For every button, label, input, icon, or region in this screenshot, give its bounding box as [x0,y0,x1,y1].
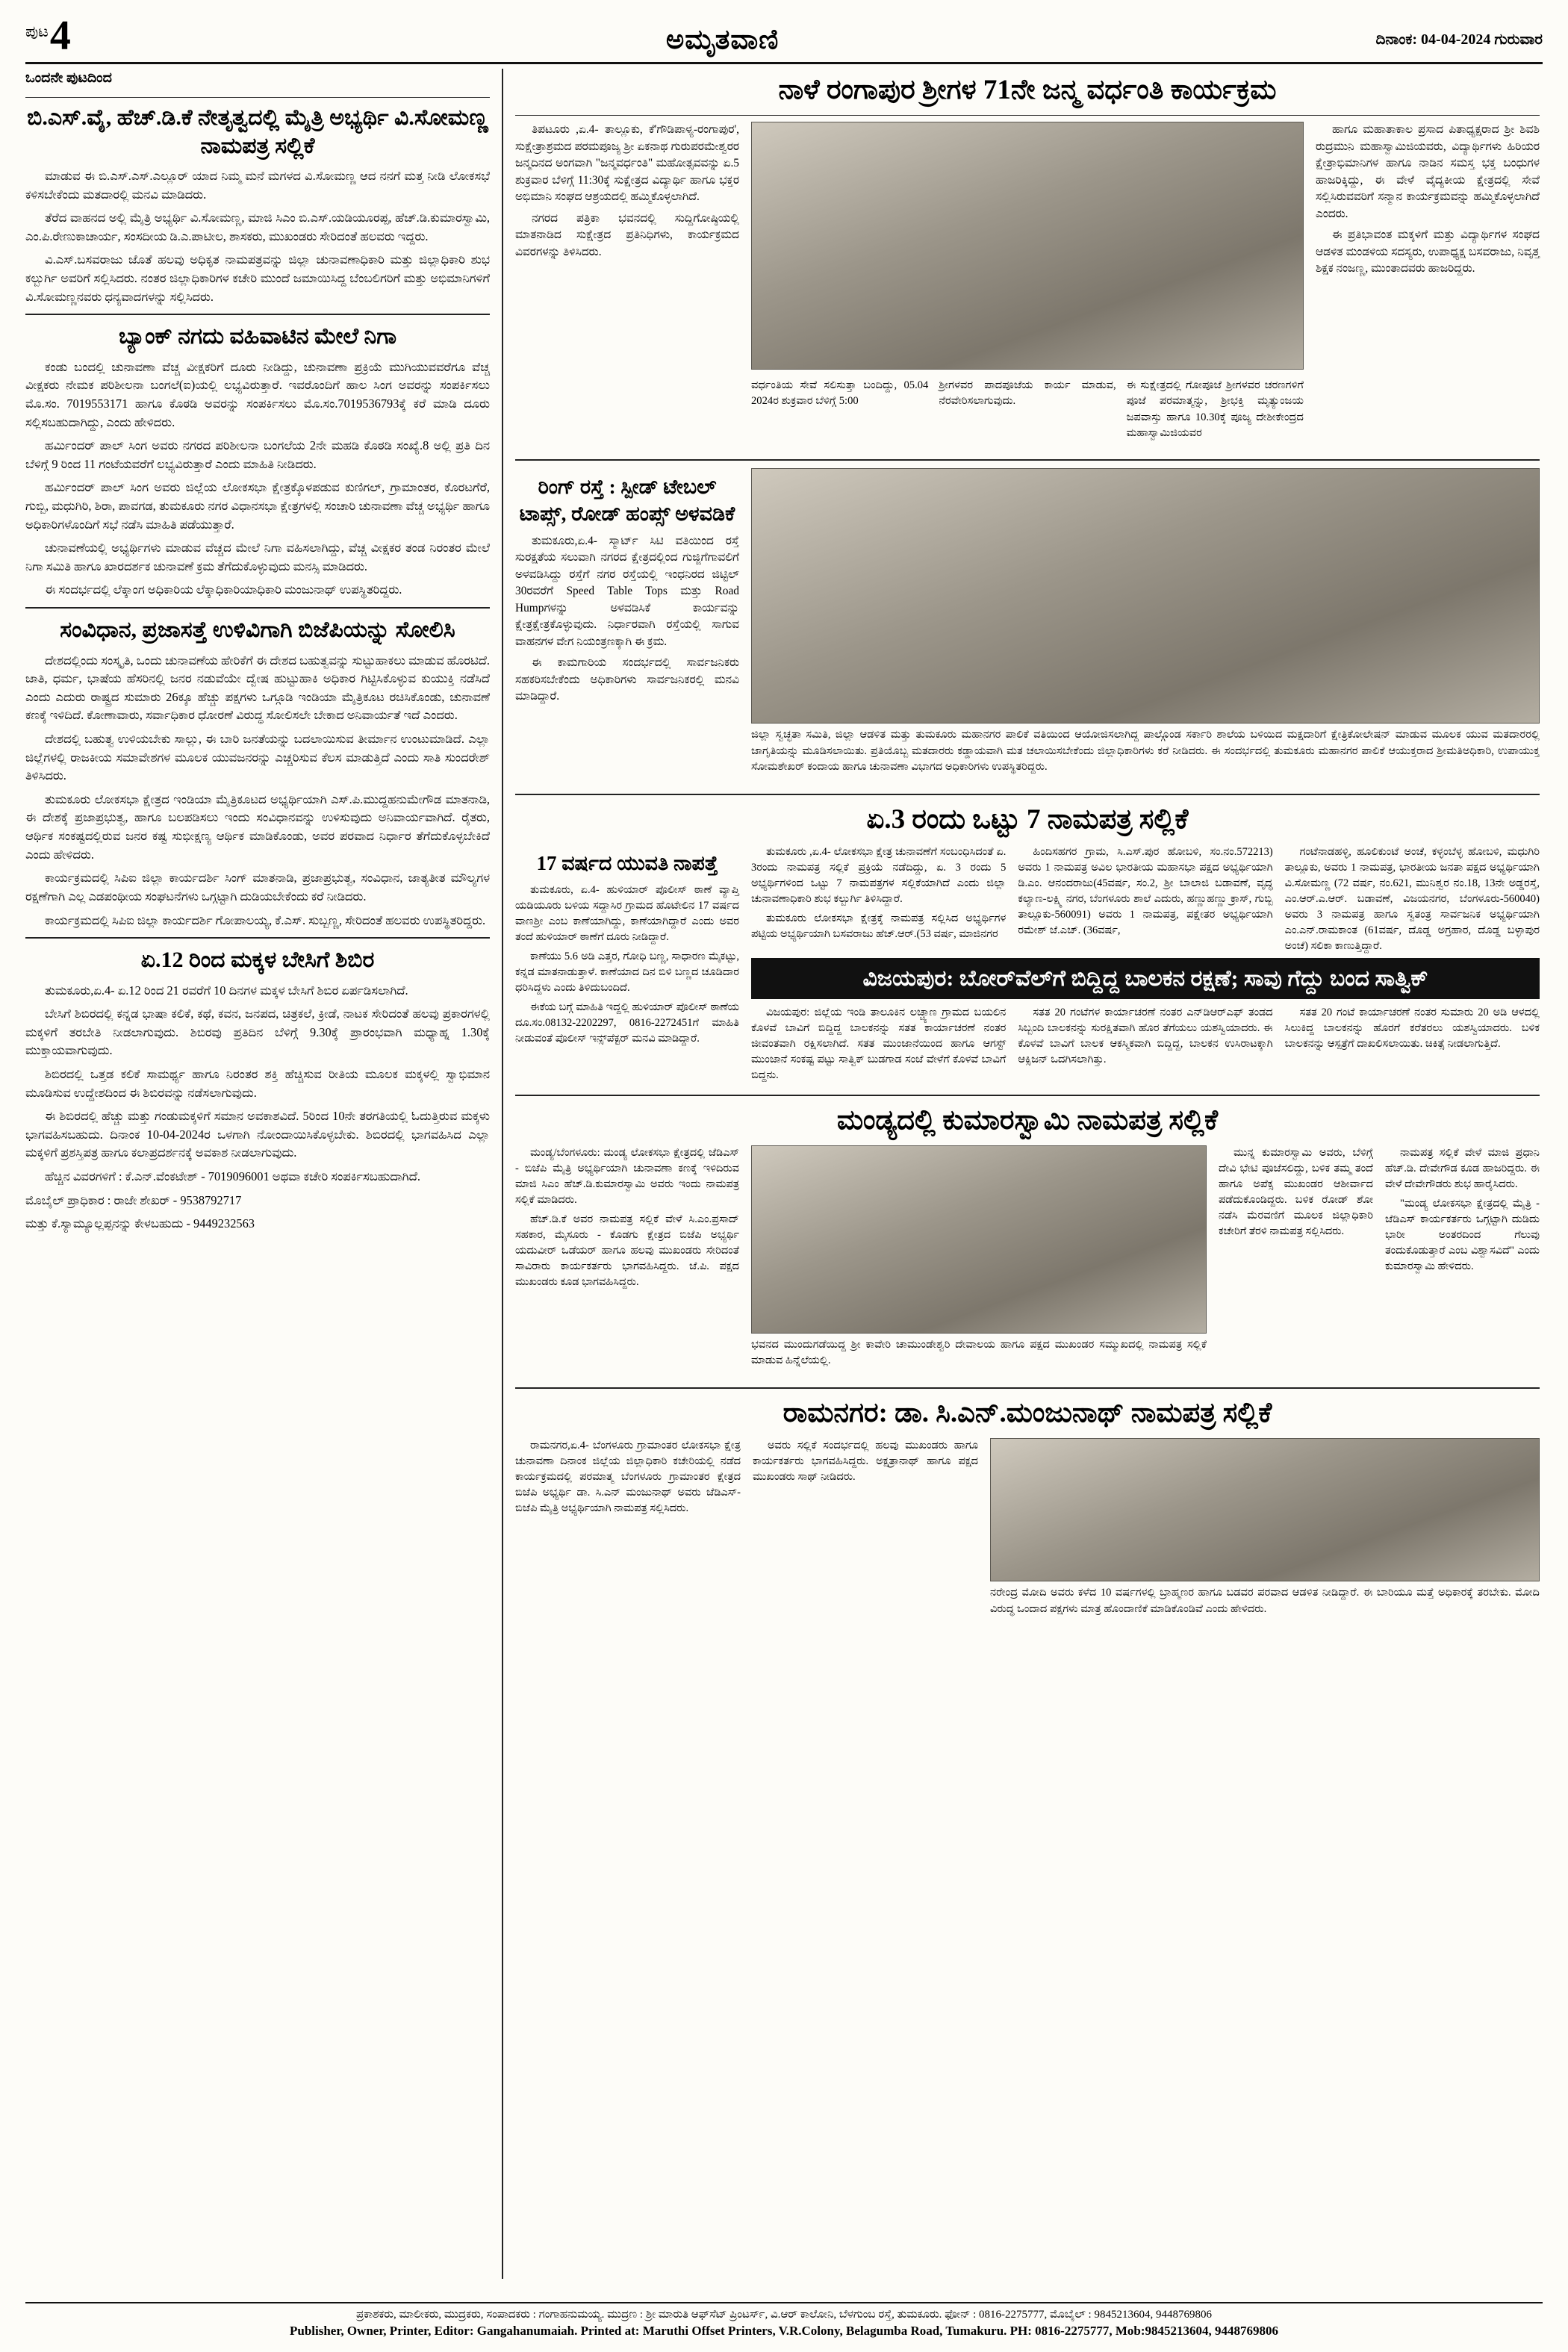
story-somanna [25,104,490,306]
story-headline: ಸಂವಿಧಾನ, ಪ್ರಜಾಸತ್ತೆ ಉಳಿವಿಗಾಗಿ ಬಿಜೆಪಿಯನ್ನು ಸೋಲಿಸಿ [60,617,455,643]
folio-label: ಪುಟ [25,22,49,41]
lead-story-block [515,122,1540,452]
story-paragraph: ಹಾಗೂ ಮಹಾತಾಕಾಲ ಪ್ರಸಾದ ಪಿತಾಧ್ಯಕ್ಷರಾದ ಶ್ರೀ ಶಿವಶಿ ರುದ್ರಮುನಿ ಮಹಾಸ್ವಾಮಿಜಿಯವರು, ವಿದ್ಯಾರ್ಥಿಗಳು ಹಿರಿಯರ ಕ್ಷೇತ್ರಾಭಿಮಾನಿಗಳ ಹಾಗೂ ನಾಡಿನ ಸಮಸ್ತ ಭಕ್ತ ಬಂಧುಗಳ ಹಾಜರಿಕ್ಕಿದ್ದು, ಈ ವೇಳೆ ವೈದ್ಯಕೀಯ ಕ್ಷೇತ್ರದಲ್ಲಿ ಸೇವೆ ಸಲ್ಲಿಸಿರುವವರಿಗೆ ಸನ್ಮಾನ ಕಾರ್ಯಕ್ರಮವನ್ನು ಹಮ್ಮಿಕೊಳ್ಳಲಾಗಿದೆ ಎಂದರು. [1316,123,1540,220]
photo-caption: ಭವನದ ಮುಂದುಗಡೆಯಿದ್ದ ಶ್ರೀ ಕಾವೇರಿ ಚಾಮುಂಡೇಶ್ವರಿ ದೇವಾಲಯ ಹಾಗೂ ಪಕ್ಷದ ಮುಖಂಡರ ಸಮ್ಮುಖದಲ್ಲಿ ನಾಮಪತ್ರ ಸಲ್ಲಿಕೆ ಮಾಡುವ ಹಿನ್ನೆಲೆಯಲ್ಲಿ. [751,1339,1207,1367]
divider [25,937,490,939]
story-bank-cash [25,323,490,600]
divider [515,459,1540,461]
story-paragraph: ನಗರದ ಪತ್ರಿಕಾ ಭವನದಲ್ಲಿ ಸುದ್ದಿಗೋಷ್ಠಿಯಲ್ಲಿ ಮಾತನಾಡಿದ ಸುಕ್ಷೇತ್ರದ ಪ್ರತಿನಿಧಿಗಳು, ಕಾರ್ಯಕ್ರಮದ ವಿವರಗಳನ್ನು ತಿಳಿಸಿದರು. [515,211,739,258]
story-headline: ಏ.12 ರಿಂದ ಮಕ್ಕಳ ಬೇಸಿಗೆ ಶಿಬಿರ [140,948,375,973]
page-number: 4 [49,13,69,59]
page-folio [25,13,69,59]
ramanagara-text [515,1438,978,1628]
story-paragraph: ಈಕೆಯ ಬಗ್ಗೆ ಮಾಹಿತಿ ಇದ್ದಲ್ಲಿ ಹುಳಿಯಾರ್ ಪೊಲೀಸ್ ಠಾಣೆಯ ದೂ.ಸಂ.08132-2202297, 0816-2272451ಗೆ ಮಾಹಿತಿ ನೀಡುವಂತೆ ಪೊಲೀಸ್ ಇನ್ಸ್‌ಪೆಕ್ಟರ್ ಮನವಿ ಮಾಡಿದ್ದಾರೆ. [515,1001,739,1045]
story-paragraph: ದೇಶದಲ್ಲಿ ಬಹುತ್ವ ಉಳಿಯಬೇಕು ಸಾಲ್ಲು, ಈ ಬಾರಿ ಜನತೆಯನ್ನು ಬದಲಾಯಿಸುವ ತೀರ್ಮಾನ ಉಂಟುಮಾಡಿದೆ. ಎಲ್ಲಾ ಜಿಲ್ಲೆಗಳಲ್ಲಿ ರಾಜಕೀಯ ಸಮಾವೇಶಗಳ ಮೂಲಕ ಯುವಜನರನ್ನು ಎಚ್ಚರಿಸುವ ಕೆಲಸ ಮಾಡುತ್ತಿದೆ ಎಂದು ಸಾತಿ ಸುಂದರೇಶ್ ತಿಳಿಸಿದರು. [25,732,490,783]
photo-caption: ವರ್ಧಂತಿಯ ಸೇವೆ ಸಲಿಸುತ್ತಾ ಬಂದಿದ್ದು, 05.04 2024ರ ಶುಕ್ರವಾರ ಬೆಳಿಗ್ಗೆ 5:00 [751,379,929,408]
photo-caption: ಈ ಸುಕ್ಷೇತ್ರದಲ್ಲಿ ಗೋಪೂಜೆ ಶ್ರೀಗಳವರ ಚರಣಗಳಿಗೆ ಪೂಜೆ ಪರಮಾತ್ಮನ್ನು, ಶ್ರೀಭಕ್ತಿ ಮೃತ್ಯುಂಜಯ ಜಪವಾಸ್ತು ಹಾಗೂ 10.30ಕ್ಕೆ ಪೂಜ್ಯ ದೇಶೀಕೇಂದ್ರದ ಮಹಾಸ್ವಾಮಿಜಿಯವರ [1126,379,1304,439]
story-paragraph: ಈ ಪ್ರತಿಭಾವಂತ ಮಕ್ಕಳಿಗೆ ಮತ್ತು ವಿದ್ಯಾರ್ಥಿಗಳ ಸಂಘದ ಆಡಳಿತ ಮಂಡಳಿಯ ಸದಸ್ಯರು, ಉಪಾಧ್ಯಕ್ಷ ಬಸವರಾಜು, ನಿವೃತ್ತ ಶಿಕ್ಷಕ ನಂಜಣ್ಣ, ಮುಂತಾದವರು ಹಾಜರಿದ್ದರು. [1316,228,1540,276]
photo-caption: ಜಿಲ್ಲಾ ಸ್ವಚ್ಛತಾ ಸಮಿತಿ, ಜಿಲ್ಲಾ ಆಡಳಿತ ಮತ್ತು ತುಮಕೂರು ಮಹಾನಗರ ಪಾಲಿಕೆ ವತಿಯಿಂದ ಆಯೋಜಿಸಲಾಗಿದ್ದ ಪಾಲ್ಗೊಂಡ ಸರ್ಕಾರಿ ಶಾಲೆಯ ಬಳಿಯಿದ ಮಕ್ಷದಾರಿಗೆ ಕ್ಷೇತ್ರಿಕೋಲೇಷನ್ ಮಾಡುವ ಮೂಲಕ ಯುವ ಮತದಾರರಲ್ಲಿ ಜಾಗೃತಿಯನ್ನು ಮೂಡಿಸಲಾಯಿತು. ಪ್ರತಿಯೊಬ್ಬ ಮತದಾರರು ಕಡ್ಡಾಯವಾಗಿ ಮತ ಚಲಾಯಿಸಬೇಕೆಂದು ಜಿಲ್ಲಾಧಿಕಾರಿಗಳು ಕರೆ ನೀಡಿದರು. ಈ ಸಂದರ್ಭದಲ್ಲಿ ತುಮಕೂರು ಮಹಾನಗರ ಪಾಲಿಕೆ ಆಯುಕ್ತರಾದ ಶ್ರೀಮತಿಅಧಿಕಾರಿ, ಉಪಾಯುಕ್ತ ಸೋಮಶೇಖರ್ ಕಂದಾಯ ಹಾಗೂ ಚುನಾವಣಾ ವಿಭಾಗದ ಅಧಿಕಾರಿಗಳು ಉಪಸ್ಥಿತರಿದ್ದರು. [751,729,1540,773]
mandya-right-text [1219,1145,1540,1380]
story-paragraph: ಸತತ 20 ಗಂಟೆಗಳ ಕಾರ್ಯಾಚರಣೆ ನಂತರ ಎನ್‌ಡಿಆರ್‌ಎಫ್ ತಂಡದ ಸಿಬ್ಬಂದಿ ಬಾಲಕನನ್ನು ಸುರಕ್ಷಿತವಾಗಿ ಹೊರ ತೆಗೆಯಲು ಯಶಸ್ವಿಯಾದರು. ಈ ಕೊಳವೆ ಬಾವಿಗೆ ಬಾಲಕ ಆಕಸ್ಮಿಕವಾಗಿ ಬಿದ್ದಿದ್ದ, ಬಾಲಕನ ಉಸಿರಾಟಕ್ಕಾಗಿ ಆಕ್ಸಿಜನ್ ಒದಗಿಸಲಾಗಿತ್ತು. [1018,1006,1273,1065]
story-paragraph: ಬೇಸಿಗೆ ಶಿಬಿರದಲ್ಲಿ ಕನ್ನಡ ಭಾಷಾ ಕಲಿಕೆ, ಕಥೆ, ಕವನ, ಜನಪದ, ಚಿತ್ರಕಲೆ, ಕ್ರೀಡೆ, ನಾಟಕ ಸೇರಿದಂತೆ ಹಲವು ಪ್ರಕಾರಗಳಲ್ಲಿ ಮಕ್ಕಳಿಗೆ ತರಬೇತಿ ನೀಡಲಾಗುವುದು. ಶಿಬಿರವು ಪ್ರತಿದಿನ ಬೆಳಿಗ್ಗೆ 9.30ಕ್ಕೆ ಪ್ರಾರಂಭವಾಗಿ ಮಧ್ಯಾಹ್ನ 1.30ಕ್ಕೆ ಮುಕ್ತಾಯವಾಗುವುದು. [25,1007,490,1058]
story-paragraph: ಕಾರ್ಯಕ್ರಮದಲ್ಲಿ ಸಿಪಿಐ ಜಿಲ್ಲಾ ಕಾರ್ಯದರ್ಶಿ ಗೋಪಾಲಯ್ಯ, ಕೆ.ಎಸ್. ಸುಬ್ಬಣ್ಣ, ಸೇರಿದಂತೆ ಹಲವರು ಉಪಸ್ಥಿತರಿದ್ದರು. [45,912,486,927]
imprint-english: Publisher, Owner, Printer, Editor: Gangahanumaiah. Printed at: Maruthi Offset Printers, V.R.Colony, Belagumba Road, Tumakuru. PH: 0816-2275777, Mob:9845213604, 9448769806 [289,2324,1279,2338]
story-headline: ಬಿ.ಎಸ್.ವೈ, ಹೆಚ್.ಡಿ.ಕೆ ನೇತೃತ್ವದಲ್ಲಿ ಮೈತ್ರಿ ಅಭ್ಯರ್ಥಿ ವಿ.ಸೋಮಣ್ಣ ನಾಮಪತ್ರ ಸಲ್ಲಿಕೆ [27,105,488,158]
youth-missing-story [515,844,739,1087]
story-paragraph: ಹಿಂದಿಸಹಗರ ಗ್ರಾಮ, ಸಿ.ಎಸ್.ಪುರ ಹೋಬಳಿ, ಸಂ.ನಂ.572213) ಅವರು 1 ನಾಮಪತ್ರ ಅವಿಲ ಭಾರತೀಯ ಮಹಾಸಭಾ ಪಕ್ಷದ ಅಭ್ಯರ್ಥಿಯಾಗಿ ಡಿ.ಎಂ. ಆನಂದರಾಜು(45ವರ್ಷ, ಸಂ.2, ಶ್ರೀ ಬಾಲಾಜಿ ಬಡಾವಣೆ, ವೃದ್ಧ ಕಲ್ಯಾಣ-ಲಕ್ಷ್ಮಿ ನಗರ, ಬೆಂಗಳೂರು ಶಾಲೆ ಎದುರು, ಹಣ್ಣುಹಣ್ಣು ಕ್ರಾಸ್, ಗುಬ್ಬಿ ತಾಲ್ಲೂಕು-560091) ಅವರು 1 ನಾಮಪತ್ರ, ಪಕ್ಷೇತರ ಅಭ್ಯರ್ಥಿಯಾಗಿ ರಮೇಶ್ ಜೆ.ಎಚ್. (36ವರ್ಷ, [1018,845,1273,936]
mandya-photo-block [751,1145,1207,1380]
story-headline: ರಿಂಗ್ ರಸ್ತೆ : ಸ್ಪೀಡ್ ಟೇಬಲ್ ಟಾಪ್ಸ್, ರೋಡ್ ಹಂಪ್ಸ್ ಅಳವಡಿಕೆ [519,476,735,525]
story-paragraph: ಹೆಚ್ಚಿನ ವಿವರಗಳಿಗೆ : ಕೆ.ಎನ್.ವೆಂಕಟೇಶ್ - 7019096001 ಅಥವಾ ಕಚೇರಿ ಸಂಪರ್ಕಿಸಬಹುದಾಗಿದೆ. [45,1169,420,1184]
awareness-photo [751,468,1540,724]
story-paragraph: ಈ ಸಂದರ್ಭದಲ್ಲಿ ಲೆಕ್ಕಾಂಗ ಅಧಿಕಾರಿಯ ಲೆಕ್ಕಾಧಿಕಾರಿಯಾಧಿಕಾರಿ ಮಂಜುನಾಥ್ ಉಪಸ್ಥಿತರಿದ್ದರು. [45,582,402,597]
divider [515,794,1540,795]
column-one [25,69,503,2279]
story-paragraph: ತಿಪಟೂರು ,ಏ.4- ತಾಲ್ಲೂಕು, ಕೆ'ಗೌಡಿಪಾಳ್ಯ-ರಂಗಾಪುರ', ಸುಕ್ಷೇತ್ರಾಶ್ರಮದ ಪರಮಪೂಜ್ಯ ಶ್ರೀ ಏಕನಾಥ ಗುರುಪರಮೇಶ್ವರರ ಜನ್ಮದಿನದ ಅಂಗವಾಗಿ "ಜನ್ಮವರ್ಧಂತಿ" ಮಹೋತ್ಸವವನ್ನು ಏ.5 ಶುಕ್ರವಾರ ಬೆಳಿಗ್ಗೆ 11:30ಕ್ಕೆ ಸುಕ್ಷೇತ್ರದ ವಿದ್ಯಾರ್ಥಿ ಹಾಗೂ ಭಕ್ತರ ಅಭಿಮಾನಿ ಸಂಘದ ಆಶ್ರಯದಲ್ಲಿ ಹಮ್ಮಿಕೊಳ್ಳಲಾಗಿದೆ. [515,123,739,204]
divider [25,314,490,315]
story-paragraph: ದೇಶದಲ್ಲಿಂದು ಸಂಸ್ಕೃತಿ, ಒಂದು ಚುನಾವಣೆಯ ಹೇರಿಕೆಗೆ ಈ ದೇಶದ ಬಹುತ್ವವನ್ನು ಸುಟ್ಟುಹಾಕಲು ಮಾಡುವ ಹೊರಟಿದೆ. ಜಾತಿ, ಧರ್ಮ, ಭಾಷೆಯ ಹೆಸರಿನಲ್ಲಿ ಜನರ ನಡುವೆಯೇ ದ್ವೇಷ ಹುಟ್ಟುಹಾಕಿ ಅಧಿಕಾರ ಗಿಟ್ಟಿಸಿಕೊಳ್ಳುವ ಕುಯುಕ್ತಿ ನಡೆಸಿದೆ ಎಂದು ಎದುರು ರಾಷ್ಟ್ರದ ಸುಮಾರು 26ಕ್ಕೂ ಹೆಚ್ಚು ಪಕ್ಷಗಳು ಒಗ್ಗೂಡಿ ಇಂಡಿಯಾ ಮೈತ್ರಿಕೂಟ ರಚಿಸಿಕೊಂಡು, ಚುನಾವಣೆ ಕಣಕ್ಕೆ ಇಳಿದಿದೆ. ಕೋಣಾವಾರು, ಸರ್ವಾಧಿಕಾರ ಧೋರಣೆ ವಿರುದ್ಧ ಸೋಲಿಸಲೇ ಬೇಕಾದ ಅನಿವಾರ್ಯತೆ ಇದೆ ಎಂದರು. [25,653,490,723]
contact-line: ಮತ್ತು ಕೆ.ಸ್ಯಾಮ್ಯೂಲ್ಲಪ್ಪನನ್ನು ಕೇಳಬಹುದು - 9449232563 [25,1216,255,1231]
divider [25,97,490,98]
story-paragraph: ವಿಜಯಪುರ: ಜಿಲ್ಲೆಯ ಇಂಡಿ ತಾಲೂಕಿನ ಲಚ್ಚ್ಯಾಣ ಗ್ರಾಮದ ಬಯಲಿನ ಕೊಳವೆ ಬಾವಿಗೆ ಬಿದ್ದಿದ್ದ ಬಾಲಕನನ್ನು ಸತತ ಕಾರ್ಯಾಚರಣೆ ನಂತರ ಜೀವಂತವಾಗಿ ರಕ್ಷಿಸಲಾಗಿದೆ. ಸತತ ಮುಂಜಾನೆಯಿಂದ ಹಾಗೂ ಆಗಸ್ಟ್ ಮುಂಜಾನೆ ಸಂಕಷ್ಟ ಪಟ್ಟು ಸಾತ್ವಿಕ್ ಬುಡಗಾಡ ಸಂಜೆ ವೇಳೆಗೆ ಕೊಳವೆ ಬಾವಿಗೆ ಬಿದ್ದನು. [751,1006,1007,1081]
continued-kicker: ಒಂದನೇ ಪುಟದಿಂದ [25,70,112,86]
story-paragraph: ಕಂಡು ಬಂದಲ್ಲಿ ಚುನಾವಣಾ ವೆಚ್ಚ ವೀಕ್ಷಕರಿಗೆ ದೂರು ನೀಡಿದ್ದು, ಚುನಾವಣಾ ಪ್ರಕ್ರಿಯೆ ಮುಗಿಯುವವರೆಗೂ ವೆಚ್ಚ ವೀಕ್ಷಕರು ನೇಮಕ ಪರಿಶೀಲನಾ ಬಂಗಲೆ(ಐ)ಯಲ್ಲಿ ಲಭ್ಯವಿರುತ್ತಾರೆ. ಇವರೊಂದಿಗೆ ಹಾಲ ಸಿಂಗ ಅವರನ್ನು ಸಂಪರ್ಕಿಸಲು ಮೊ.ಸಂ. 7019553171 ಹಾಗೂ ಕೊಠಡಿ ಅವರನ್ನು ಸಂಪರ್ಕಿಸಲು ಮೊ.ಸಂ.7019536793ಕ್ಕೆ ಕರೆ ಮಾಡಿ ದೂರು ಸಲ್ಲಿಸಬಹುದಾಗಿದ್ದು, ಎಂದು ಹೇಳಿದರು. [25,359,490,429]
story-paragraph: ಈ ಶಿಬಿರದಲ್ಲಿ ಹೆಚ್ಚು ಮತ್ತು ಗಂಡುಮಕ್ಕಳಿಗೆ ಸಮಾನ ಅವಕಾಶವಿದೆ. 5ರಿಂದ 10ನೇ ತರಗತಿಯಲ್ಲಿ ಓದುತ್ತಿರುವ ಮಕ್ಕಳು ಭಾಗವಹಿಸಬಹುದು. ದಿನಾಂಕ 10-04-2024ರ ಒಳಗಾಗಿ ನೋಂದಾಯಿಸಿಕೊಳ್ಳಬೇಕು. ಶಿಬಿರದಲ್ಲಿ ಭಾಗವಹಿಸಿದ ಎಲ್ಲಾ ಮಕ್ಕಳಿಗೆ ಪ್ರಶಸ್ತಿಪತ್ರ ಹಾಗೂ ಕಲಾಪ್ರದರ್ಶನಕ್ಕೆ ಅವಕಾಶ ನೀಡಲಾಗುವುದು. [25,1109,490,1160]
story-paragraph: ತೆರೆದ ವಾಹನದ ಅಲ್ಲಿ ಮೈತ್ರಿ ಅಭ್ಯರ್ಥಿ ವಿ.ಸೋಮಣ್ಣ, ಮಾಜಿ ಸಿಎಂ ಬಿ.ಎಸ್.ಯಡಿಯೂರಪ್ಪ, ಹೆಚ್.ಡಿ.ಕುಮಾರಸ್ವಾಮಿ, ಎಂ.ಪಿ.ರೇಣುಕಾಚಾರ್ಯ, ಸಂಸದೀಯ ಡಿ.ಎ.ಪಾಟೀಲ, ಶಾಸಕರು, ಮುಖಂಡರು ಸೇರಿದಂತೆ ಹಲವರು ಇದ್ದರು. [25,211,490,243]
story-paragraph: ಮಾಡುವ ಈ ಬಿ.ಎಸ್.ಎಸ್.ಎಲ್ಲೂರ್ ಯಾದ ನಿಮ್ಮ ಮನೆ ಮಗಳದ ವಿ.ಸೋಮಣ್ಣ ಆದ ನನಗೆ ಮತ್ತ ನೀಡಿ ಲೋಕಸಭೆ ಕಳಿಸಬೇಕೆಂದು ಮತದಾರಲ್ಲಿ ಮನವಿ ಮಾಡಿದರು. [25,169,490,202]
story-paragraph: ಹೆಚ್.ಡಿ.ಕೆ ಅವರ ನಾಮಪತ್ರ ಸಲ್ಲಿಕೆ ವೇಳೆ ಸಿ.ಎಂ.ಪ್ರಸಾದ್ ಸಹಕಾರ, ಮೈಸೂರು - ಕೊಡಗು ಕ್ಷೇತ್ರದ ಬಿಜೆಪಿ ಅಭ್ಯರ್ಥಿ ಯದುವೀರ್ ಒಡೆಯರ್ ಹಾಗೂ ಹಲವು ಮುಖಂಡರು ಸೇರಿದಂತೆ ಸಾವಿರಾರು ಕಾರ್ಯಕರ್ತರು ಭಾಗವಹಿಸಿದ್ದರು. ಜೆ.ಪಿ. ಪಕ್ಷದ ಮುಖಂಡರು ಕೂಡ ಭಾಗವಹಿಸಿದ್ದರು. [515,1213,739,1289]
story-paragraph: ತುಮಕೂರು,ಏ.4- ಏ.12 ರಿಂದ 21 ರವರೆಗೆ 10 ದಿನಗಳ ಮಕ್ಕಳ ಬೇಸಿಗೆ ಶಿಬಿರ ಏರ್ಪಡಿಸಲಾಗಿದೆ. [45,983,408,998]
divider [25,607,490,609]
story-paragraph: ರಾಮನಗರ,ಏ.4- ಬೆಂಗಳೂರು ಗ್ರಾಮಾಂತರ ಲೋಕಸಭಾ ಕ್ಷೇತ್ರ ಚುನಾವಣಾ ದಿನಾಂಕ ಜಿಲ್ಲೆಯ ಜಿಲ್ಲಾಧಿಕಾರಿ ಕಚೇರಿಯಲ್ಲಿ ನಡೆದ ಕಾರ್ಯಕ್ರಮದಲ್ಲಿ ಪರಮಾತ್ಮ ಬೆಂಗಳೂರು ಗ್ರಾಮಾಂತರ ಕ್ಷೇತ್ರದ ಬಿಜೆಪಿ ಅಭ್ಯರ್ಥಿ ಡಾ. ಸಿ.ಎನ್ ಮಂಜುನಾಥ್ ಅವರು ಜೆಡಿಎಸ್-ಬಿಜೆಪಿ ಮೈತ್ರಿ ಅಭ್ಯರ್ಥಿಯಾಗಿ ನಾಮಪತ್ರ ಸಲ್ಲಿಸಿದರು. [515,1440,741,1515]
story-paragraph: ತುಮಕೂರು ಲೋಕಸಭಾ ಕ್ಷೇತ್ರದ ಇಂಡಿಯಾ ಮೈತ್ರಿಕೂಟದ ಅಭ್ಯರ್ಥಿಯಾಗಿ ಎಸ್.ಪಿ.ಮುದ್ದಹನುಮೇಗೌಡ ಮಾತನಾಡಿ, ಈ ದೇಶಕ್ಕೆ ಪ್ರಜಾಪ್ರಭುತ್ವ, ಹಾಗೂ ಬಲಪಡಿಸಲು ಇಂದು ಸಂವಿಧಾನವನ್ನು ಉಳಿಸುವುದು ಅನಿವಾರ್ಯವಾಗಿದೆ. ರೈತರು, ಆರ್ಥಿಕ ಸಂಕಷ್ಟದಲ್ಲಿರುವ ಜನರ ಕಷ್ಟ ಸುಭೀಕ್ಷಣ್ಯ ಆರ್ಥಿಕ ಮಾಡಿಕೊಂಡು, ಅವರ ಪರವಾದ ನಿರ್ಧಾರ ತೆಗೆದುಕೊಳ್ಳಬೇಕಿದೆ ಎಂದು ಹೇಳಿದರು. [25,791,490,862]
story-paragraph: ತುಮಕೂರು,ಏ.4- ಸ್ಮಾರ್ಟ್ ಸಿಟಿ ವತಿಯಿಂದ ರಸ್ತೆ ಸುರಕ್ಷತೆಯ ಸಲುವಾಗಿ ನಗರದ ಕ್ಷೇತ್ರದಲ್ಲಿಂದ ಗುಜ್ಜಿಗೆಗಾವಲಿಗೆ ಅಳವಡಿಸಿದ್ದು ರಸ್ತೆಗೆ ನಗರ ರಸ್ತೆಯಲ್ಲಿ ಇಂಧನಿರದ ಜಿಟ್ಟಿಲ್ 30ರವರೆಗೆ Speed Table Tops ಮತ್ತು Road Humpಗಳನ್ನು ಅಳವಡಿಸಿಕೆ ಕಾರ್ಯವನ್ನು ಕ್ಷೇತ್ರಕ್ಷೇತ್ರಕೊಳ್ಳುವುದು. ನಿರ್ಧಾರವಾಗಿ ರಸ್ತೆಯಲ್ಲಿ ಸಾಗುವ ವಾಹನಗಳ ವೇಗ ನಿಯಂತ್ರಣಕ್ಕಾಗಿ ಈ ಕ್ರಮ. [515,534,739,648]
ramanagara-photo-block [990,1438,1540,1628]
story-paragraph: ಹರ್ಮಿಂದರ್ ಪಾಲ್ ಸಿಂಗ ಅವರು ನಗರದ ಪರಿಶೀಲನಾ ಬಂಗಲೆಯ 2ನೇ ಮಹಡಿ ಕೊಠಡಿ ಸಂಖ್ಯೆ.8 ಅಲ್ಲಿ ಪ್ರತಿ ದಿನ ಬೆಳಿಗ್ಗೆ 9 ರಿಂದ 11 ಗಂಟೆಯವರೆಗೆ ಲಭ್ಯವಿರುತ್ತಾರೆ ಎಂದು ಮಾಹಿತಿ ನೀಡಿದರು. [25,438,490,471]
story-paragraph: ಶಿಬಿರದಲ್ಲಿ ಒತ್ತಡ ಕಲಿಕೆ ಸಾಮರ್ಥ್ಯ ಹಾಗೂ ನಿರಂತರ ಶಕ್ತಿ ಹೆಚ್ಚಿಸುವ ರೀತಿಯ ಮೂಲಕ ಮಕ್ಕಳಲ್ಲಿ ಸ್ವಾಭಿಮಾನ ಮೂಡಿಸುವ ಉದ್ದೇಶದಿಂದ ಈ ಶಿಬಿರವನ್ನು ನಡೆಸಲಾಗುವುದು. [25,1067,490,1100]
ramanagara-block [515,1438,1540,1628]
lead-photo-block [751,122,1304,452]
mandya-headline: ಮಂಡ್ಯದಲ್ಲಿ ಕುಮಾರಸ್ವಾಮಿ ನಾಮಪತ್ರ ಸಲ್ಲಿಕೆ [836,1104,1219,1136]
lead-right-text [1316,122,1540,452]
page-body [25,69,1543,2279]
story-paragraph: ಕಾಣೆಯು 5.6 ಅಡಿ ಎತ್ತರ, ಗೋಧಿ ಬಣ್ಣ, ಸಾಧಾರಣ ಮೈಕಟ್ಟು, ಕನ್ನಡ ಮಾತನಾಡುತ್ತಾಳೆ. ಕಾಣೆಯಾದ ದಿನ ಬಿಳಿ ಬಣ್ಣದ ಚೂಡಿದಾರ ಧರಿಸಿದ್ದಳು ಎಂದು ತಿಳಿದುಬಂದಿದೆ. [515,950,739,994]
photo-caption: ನರೇಂದ್ರ ಮೋದಿ ಅವರು ಕಳೆದ 10 ವರ್ಷಗಳಲ್ಲಿ ಬ್ರಾಹ್ಮಣರ ಹಾಗೂ ಬಡವರ ಪರವಾದ ಆಡಳಿತ ನೀಡಿದ್ದಾರೆ. ಈ ಬಾರಿಯೂ ಮತ್ತೆ ಅಧಿಕಾರಕ್ಕೆ ತರಬೇಕು. ಮೋದಿ ವಿರುದ್ಧ ಒಂದಾದ ಪಕ್ಷಗಳು ಮಾತ್ರ ಹೊಂದಾಣಿಕೆ ಮಾಡಿಕೊಂಡಿವೆ ಎಂದು ಹೇಳಿದರು. [990,1587,1540,1615]
mandya-left-text [515,1145,739,1380]
divider [515,1095,1540,1096]
story-paragraph: ಮಂಡ್ಯ/ಬೆಂಗಳೂರು: ಮಂಡ್ಯ ಲೋಕಸಭಾ ಕ್ಷೇತ್ರದಲ್ಲಿ ಜೆಡಿಎಸ್ - ಬಿಜೆಪಿ ಮೈತ್ರಿ ಅಭ್ಯರ್ಥಿಯಾಗಿ ಚುನಾವಣಾ ಕಣಕ್ಕೆ ಇಳಿದಿರುವ ಮಾಜಿ ಸಿಎಂ ಹೆಚ್.ಡಿ.ಕುಮಾರಸ್ವಾಮಿ ಅವರು ಇಂದು ನಾಮಪತ್ರ ಸಲ್ಲಿಕೆ ಮಾಡಿದರು. [515,1147,739,1207]
story-paragraph: ಸತತ 20 ಗಂಟೆ ಕಾರ್ಯಾಚರಣೆ ನಂತರ ಸುಮಾರು 20 ಅಡಿ ಆಳದಲ್ಲಿ ಸಿಲುಕಿದ್ದ ಬಾಲಕನನ್ನು ಹೊರಗೆ ಕರೆತರಲು ಯಶಸ್ವಿಯಾದರು. ಬಳಿಕ ಬಾಲಕನನ್ನು ಆಸ್ಪತ್ರೆಗೆ ದಾಖಲಿಸಲಾಯಿತು. ಚಿಕಿತ್ಸೆ ನೀಡಲಾಗುತ್ತಿದೆ. [1284,1006,1540,1050]
story-constitution [25,616,490,930]
story-paragraph: ತುಮಕೂರು ಲೋಕಸಭಾ ಕ್ಷೇತ್ರಕ್ಕೆ ನಾಮಪತ್ರ ಸಲ್ಲಿಸಿದ ಅಭ್ಯರ್ಥಿಗಳ ಪಟ್ಟಿಯ ಅಭ್ಯರ್ಥಿಯಾಗಿ ಬಸವರಾಜು ಹೆಚ್.ಆರ್.(53 ವರ್ಷ, ಮಾಜಿನಗರ [751,912,1007,940]
ringroad-block [515,468,1540,785]
issue-date: ದಿನಾಂಕ: 04-04-2024 ಗುರುವಾರ [1375,31,1543,48]
story-paragraph: ಈ ಕಾಮಗಾರಿಯ ಸಂದರ್ಭದಲ್ಲಿ ಸಾರ್ವಜನಿಕರು ಸಹಕರಿಸಬೇಕೆಂದು ಅಧಿಕಾರಿಗಳು ಸಾರ್ವಜನಿಕರಲ್ಲಿ ಮನವಿ ಮಾಡಿದ್ದಾರೆ. [515,656,739,703]
paper-title: ಅಮೃತವಾಣಿ [665,25,780,55]
story-headline: 17 ವರ್ಷದ ಯುವತಿ ನಾಪತ್ತೆ [536,851,718,874]
divider [515,1387,1540,1389]
imprint-kannada: ಪ್ರಕಾಶಕರು, ಮಾಲೀಕರು, ಮುದ್ರಕರು, ಸಂಪಾದಕರು : ಗಂಗಾಹನುಮಯ್ಯ. ಮುದ್ರಣ : ಶ್ರೀ ಮಾರುತಿ ಆಫ್‌ಸೆಟ್ ಪ್ರಿಂಟರ್ಸ್, ವಿ.ಆರ್ ಕಾಲೋನಿ, ಬೆಳಗುಂಬ ರಸ್ತೆ, ತುಮಕೂರು. ಫೋನ್ : 0816-2275777, ಮೊಬೈಲ್ : 9845213604, 9448769806 [356,2309,1212,2321]
story-paragraph: ತುಮಕೂರು ,ಏ.4- ಲೋಕಸಭಾ ಕ್ಷೇತ್ರ ಚುನಾವಣೆಗೆ ಸಂಬಂಧಿಸಿದಂತೆ ಏ. 3ರಂದು ನಾಮಪತ್ರ ಸಲ್ಲಿಕೆ ಪ್ರಕ್ರಿಯೆ ನಡೆದಿದ್ದು, ಏ. 3 ರಂದು 5 ಅಭ್ಯರ್ಥಿಗಳಿಂದ ಒಟ್ಟು 7 ನಾಮಪತ್ರಗಳ ಸಲ್ಲಿಕೆಯಾಗಿದೆ ಎಂದು ಜಿಲ್ಲಾ ಚುನಾವಣಾಧಿಕಾರಿ ಶುಭ ಕಲ್ಬುರ್ಗಿ ತಿಳಿಸಿದ್ದಾರೆ. [751,845,1007,905]
story-paragraph: ವಿ.ಎಸ್.ಬಸವರಾಜು ಜೊತೆ ಹಲವು ಅಧಿಕೃತ ನಾಮಪತ್ರವನ್ನು ಜಿಲ್ಲಾ ಚುನಾವಣಾಧಿಕಾರಿ ಮತ್ತು ಜಿಲ್ಲಾಧಿಕಾರಿ ಶುಭ ಕಲ್ಬುರ್ಗಿ ಅವರಿಗೆ ಸಲ್ಲಿಸಿದರು. ನಂತರ ಜಿಲ್ಲಾಧಿಕಾರಿಗಳ ಕಚೇರಿ ಮುಂದೆ ಜಮಾಯಿಸಿದ್ದ ಬೆಂಬಲಿಗರಿಗೆ ಮತ್ತು ಅಭಿಮಾನಿಗಳಿಗೆ ವಿ.ಸೋಮಣ್ಣನವರು ಧನ್ಯವಾದಗಳನ್ನು ಸಲ್ಲಿಸಿದರು. [25,252,490,304]
story-paragraph: ಹರ್ಮಿಂದರ್ ಪಾಲ್ ಸಿಂಗ ಅವರು ಜಿಲ್ಲೆಯ ಲೋಕಸಭಾ ಕ್ಷೇತ್ರಕ್ಕೊಳಪಡುವ ಕುಣಿಗಲ್, ಗ್ರಾಮಾಂತರ, ಕೊರಟಗೆರೆ, ಗುಬ್ಬಿ, ಮಧುಗಿರಿ, ಶಿರಾ, ಪಾವಗಡ, ತುಮಕೂರು ನಗರ ವಿಧಾನಸಭಾ ಕ್ಷೇತ್ರಗಳಲ್ಲಿ ಸಂಚಾರಿ ಚುನಾವಣಾ ವೆಚ್ಚ ಅಭ್ಯರ್ಥಿ ಹಾಗೂ ಅಧಿಕಾರಿಗಳೊಂದಿಗೆ ಸಭೆ ನಡೆಸಿ ಮಾಹಿತಿ ಪಡೆಯುತ್ತಾರೆ. [25,480,490,532]
contact-line: ಮೊಬೈಲ್ ಪ್ರಾಧಿಕಾರ : ರಾಜೇ ಶೇಖರ್ - 9538792717 [25,1192,242,1207]
story-paragraph: ಅವರು ಸಲ್ಲಿಕೆ ಸಂದರ್ಭದಲ್ಲಿ ಹಲವು ಮುಖಂಡರು ಹಾಗೂ ಕಾರ್ಯಕರ್ತರು ಭಾಗವಹಿಸಿದ್ದರು. ಅಕ್ಷತ್ರಾನಾಥ್ ಹಾಗೂ ಪಕ್ಷದ ಮುಖಂಡರು ಸಾಥ್ ನೀಡಿದರು. [753,1440,978,1484]
masthead [25,13,1543,64]
mandya-photo [751,1145,1207,1334]
ramanagara-headline: ರಾಮನಗರ: ಡಾ. ಸಿ.ಎನ್.ಮಂಜುನಾಥ್ ನಾಮಪತ್ರ ಸಲ್ಲಿಕೆ [783,1398,1272,1429]
story-paragraph: ನಾಮಪತ್ರ ಸಲ್ಲಿಕೆ ವೇಳೆ ಮಾಜಿ ಪ್ರಧಾನಿ ಹೆಚ್.ಡಿ. ದೇವೇಗೌಡ ಕೂಡ ಹಾಜರಿದ್ದರು. ಈ ವೇಳೆ ದೇವೇಗೌಡರು ಶುಭ ಹಾರೈಸಿದರು. [1385,1147,1540,1191]
nominations-block [515,844,1540,1087]
story-paragraph: "ಮಂಡ್ಯ ಲೋಕಸಭಾ ಕ್ಷೇತ್ರದಲ್ಲಿ ಮೈತ್ರಿ - ಜೆಡಿಎಸ್ ಕಾರ್ಯಕರ್ತರು ಒಗ್ಗಟ್ಟಾಗಿ ದುಡಿದು ಭಾರೀ ಅಂತರದಿಂದ ಗೆಲುವು ತಂದುಕೊಡುತ್ತಾರೆ ಎಂಬ ವಿಶ್ವಾಸವಿದೆ" ಎಂದು ಕುಮಾರಸ್ವಾಮಿ ಹೇಳಿದರು. [1385,1198,1540,1273]
story-paragraph: ಕಾರ್ಯಕ್ರಮದಲ್ಲಿ ಸಿಪಿಐ ಜಿಲ್ಲಾ ಕಾರ್ಯದರ್ಶಿ ಸಿಂಗ್ ಮಾತನಾಡಿ, ಪ್ರಜಾಪ್ರಭುತ್ವ, ಸಂವಿಧಾನ, ಜಾತ್ಯತೀತ ಮೌಲ್ಯಗಳ ರಕ್ಷಣೆಗಾಗಿ ಎಲ್ಲ ಎಡಪಂಥೀಯ ಸಂಘಟನೆಗಳು ಒಗ್ಗಟ್ಟಾಗಿ ದುಡಿಯಬೇಕೆಂದು ಕರೆ ನೀಡಿದರು. [25,871,490,903]
story-headline: ಬ್ಯಾಂಕ್ ನಗದು ವಹಿವಾಟಿನ ಮೇಲೆ ನಿಗಾ [118,324,397,349]
column-main [503,69,1540,2279]
awareness-photo-block [751,468,1540,785]
lead-photo [751,122,1304,370]
lead-headline: ನಾಳೆ ರಂಗಾಪುರ ಶ್ರೀಗಳ 71ನೇ ಜನ್ಮ ವರ್ಧಂತಿ ಕಾರ್ಯಕ್ರಮ [778,75,1277,105]
story-paragraph: ಮುನ್ನ ಕುಮಾರಸ್ವಾಮಿ ಅವರು, ಬೆಳಿಗ್ಗೆ ದೇವಿ ಭೇಟಿ ಪೂಜೆಸಲಿದ್ದು, ಬಳಿಕ ತಮ್ಮ ತಂದೆ ಹಾಗೂ ಅಪೆಕ್ಸ ಮುಖಂಡರ ಆಶೀರ್ವಾದ ಪಡೆದುಕೊಂಡಿದ್ದರು. ಬಳಿಕ ರೋಡ್ ಶೋ ನಡೆಸಿ ಮೆರವಣಿಗೆ ಮೂಲಕ ಜಿಲ್ಲಾಧಿಕಾರಿ ಕಚೇರಿಗೆ ತೆರಳಿ ನಾಮಪತ್ರ ಸಲ್ಲಿಸಿದರು. [1219,1147,1373,1238]
ringroad-story [515,468,739,785]
story-paragraph: ಚುನಾವಣೆಯಲ್ಲಿ ಅಭ್ಯರ್ಥಿಗಳು ಮಾಡುವ ವೆಚ್ಚದ ಮೇಲೆ ನಿಗಾ ವಹಿಸಲಾಗಿದ್ದು, ವೆಚ್ಚ ವೀಕ್ಷಕರ ತಂಡ ನಿರಂತರ ಮೇಲೆ ನಿಗಾ ಸಮಿತಿ ಹಾಗೂ ಖಾರದರ್ಶಕ ಚುನಾವಣೆ ಕ್ರಮ ತೆಗೆದುಕೊಳ್ಳುವುದು ಮನಸ್ಸಿ ಮಾಡಿದರು. [25,541,490,573]
story-summer-camp [25,946,490,1233]
page-footer [25,2302,1543,2339]
mandya-block [515,1145,1540,1380]
ramanagara-photo [990,1438,1540,1581]
vijayapura-headline: ವಿಜಯಪುರ: ಬೋರ್‌ವೆಲ್‌ಗೆ ಬಿದ್ದಿದ್ದ ಬಾಲಕನ ರಕ್ಷಣೆ; ಸಾವು ಗೆದ್ದು ಬಂದ ಸಾತ್ವಿಕ್ [751,958,1540,999]
nominations-text [751,844,1540,1087]
lead-left-text [515,122,739,452]
divider [515,115,1540,116]
story-paragraph: ತುಮಕೂರು, ಏ.4- ಹುಳಿಯಾರ್ ಪೊಲೀಸ್ ಠಾಣೆ ವ್ಯಾಪ್ತಿ ಯಡಿಯೂರು ಬಳಿಯ ಸದ್ದಾಸಿರ ಗ್ರಾಮದ ಹೊಟೇಲಿನ 17 ವರ್ಷದ ವಾಣಶ್ರೀ ಎಂಬ ಕಾಣೆಯಾಗಿದ್ದು, ಕಾಣೆಯಾಗಿದ್ದಾರೆ ಎಂದು ಅವರ ತಂದೆ ಹುಳಿಯಾರ್ ಠಾಣೆಗೆ ದೂರು ನೀಡಿದ್ದಾರೆ. [515,883,739,943]
nominations-headline: ಏ.3 ರಂದು ಒಟ್ಟು 7 ನಾಮಪತ್ರ ಸಲ್ಲಿಕೆ [866,803,1189,835]
story-paragraph: ಗಂಟೆನಾಡಹಳ್ಳಿ, ಹೂಲಿಕುಂಟೆ ಅಂಚೆ, ಕಳ್ಳಂಬೆಳ್ಳ ಹೋಬಳಿ, ಮಧುಗಿರಿ ತಾಲ್ಲೂಕು, ಅವರು 1 ನಾಮಪತ್ರ, ಭಾರತೀಯ ಜನತಾ ಪಕ್ಷದ ಅಭ್ಯರ್ಥಿಯಾಗಿ ವಿ.ಸೋಮಣ್ಣ (72 ವರ್ಷ, ನಂ.621, ಮುನಿಶ್ವರ ನಂ.18, 13ನೇ ಅಡ್ಡರಸ್ತೆ, ಎಂ.ಆರ್.ಎ.ಆರ್. ಬಡಾವಣೆ, ವಿಜಯನಗರ, ಬೆಂಗಳೂರು-560040) ಅವರು 3 ನಾಮಪತ್ರ ಹಾಗೂ ಸ್ವತಂತ್ರ ಸಾರ್ವಜನಿಕ ಅಭ್ಯರ್ಥಿಯಾಗಿ ಎಂ.ಎನ್.ರಾಮಕಾಂತ (61ವರ್ಷ, ದೊಡ್ಡ ಅಗ್ರಹಾರ, ದೊಡ್ಡ ಬಳ್ಳಾಪುರ ಅಂಚೆ) ಸಲಿಕಾ ಕಾಣುತ್ತಿದ್ದಾರೆ. [1284,845,1540,952]
photo-caption: ಶ್ರೀಗಳವರ ಪಾದಪೂಜೆಯ ಕಾರ್ಯ ಮಾಡುವ, ನೆರವೇರಿಸಲಾಗುವುದು. [939,379,1116,408]
